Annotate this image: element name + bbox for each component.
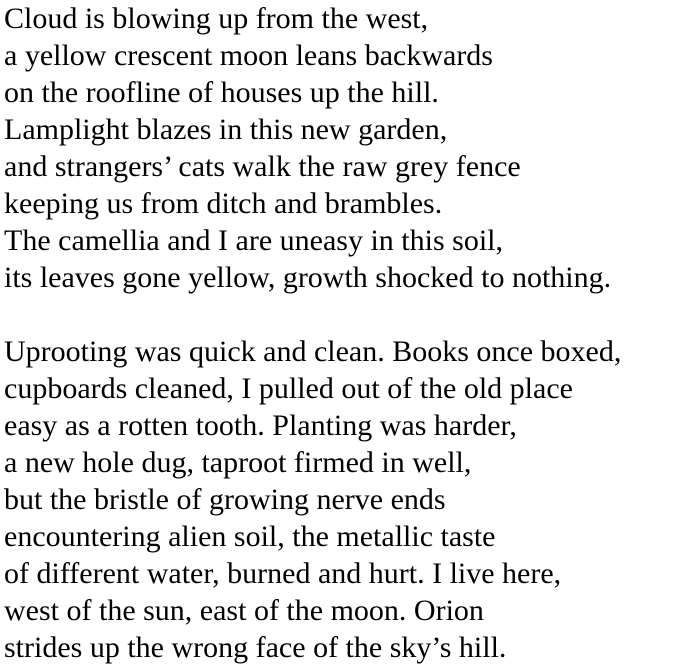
poem-line: a yellow crescent moon leans backwards [4, 39, 493, 72]
poem-line: cupboards cleaned, I pulled out of the old place [4, 372, 573, 405]
poem-line: encountering alien soil, the metallic taste [4, 520, 496, 553]
poem [4, 0, 686, 666]
stanza-2 [4, 333, 686, 666]
poem-line: west of the sun, east of the moon. Orion [4, 594, 484, 627]
poem-line: but the bristle of growing nerve ends [4, 483, 446, 516]
poem-line: Uprooting was quick and clean. Books once boxed, [4, 335, 622, 368]
poem-line: and strangers’ cats walk the raw grey fence [4, 150, 521, 183]
poem-line: a new hole dug, taproot firmed in well, [4, 446, 472, 479]
poem-line: The camellia and I are uneasy in this soil, [4, 224, 503, 257]
poem-line: Lamplight blazes in this new garden, [4, 113, 448, 146]
poem-line: of different water, burned and hurt. I live here, [4, 557, 562, 590]
poem-line: its leaves gone yellow, growth shocked to nothing. [4, 261, 612, 294]
poem-line: Cloud is blowing up from the west, [4, 2, 429, 35]
poem-line: on the roofline of houses up the hill. [4, 76, 439, 109]
stanza-1 [4, 0, 686, 296]
poem-line: easy as a rotten tooth. Planting was harder, [4, 409, 517, 442]
poem-line: strides up the wrong face of the sky’s hill. [4, 631, 507, 664]
poem-line: keeping us from ditch and brambles. [4, 187, 443, 220]
